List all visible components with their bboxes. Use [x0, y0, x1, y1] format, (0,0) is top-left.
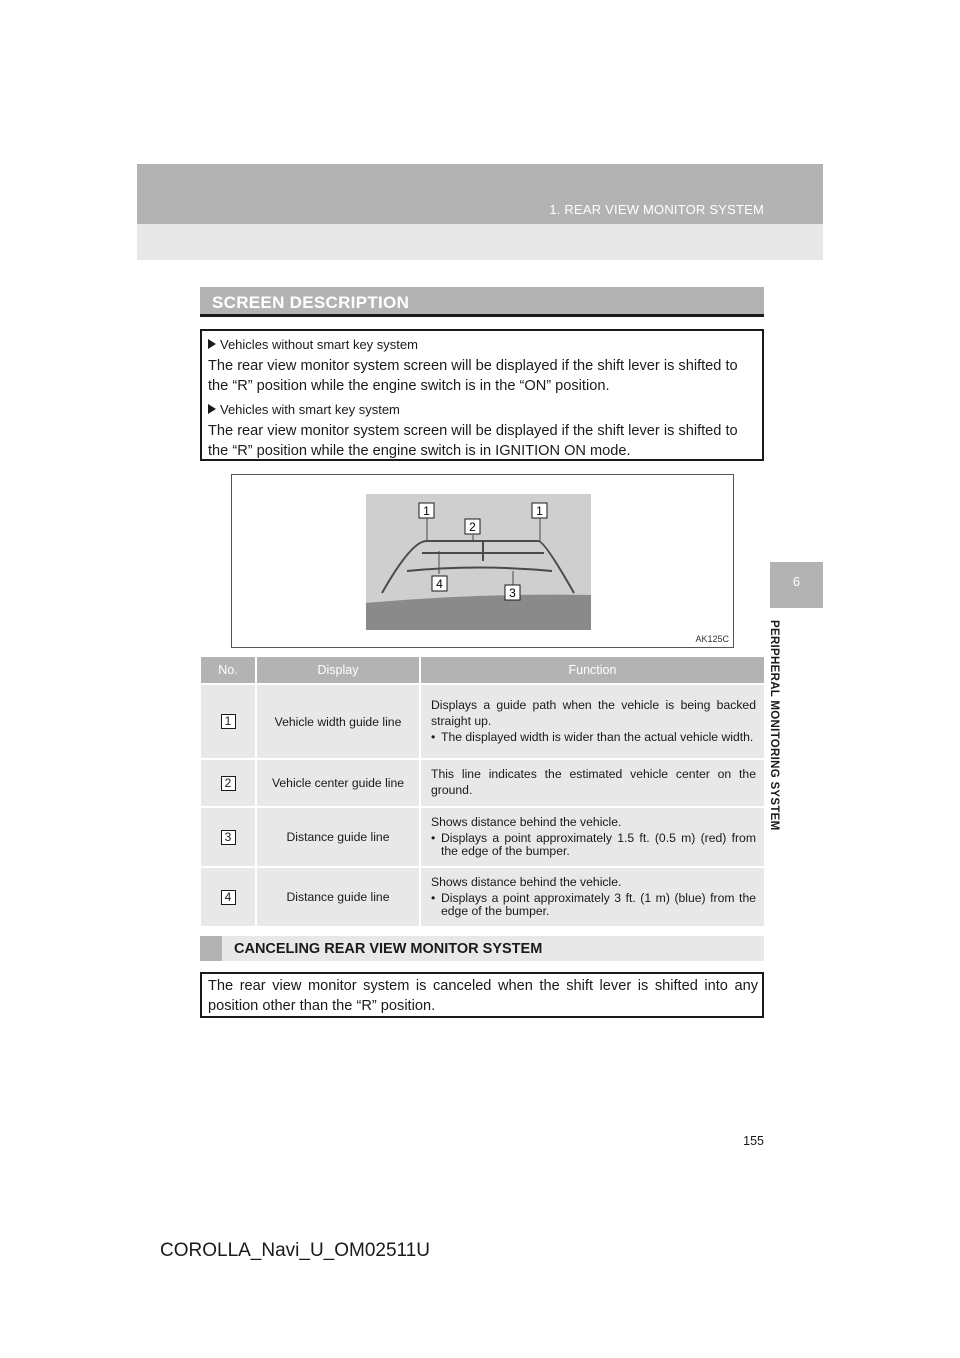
display-cell: Distance guide line	[256, 807, 420, 867]
table-row	[201, 807, 764, 867]
function-text: Shows distance behind the vehicle.	[431, 815, 622, 829]
callout-1-right	[532, 503, 547, 518]
function-text: This line indicates the estimated vehicle center on the ground.	[431, 767, 756, 797]
svg-text:1: 1	[536, 504, 543, 518]
function-text: Displays a guide path when the vehicle is being backed straight up.	[431, 698, 756, 728]
svg-text:3: 3	[509, 586, 516, 600]
function-bullet: • The displayed width is wider than the actual vehicle width.	[431, 731, 756, 744]
item-number-badge: 1	[221, 714, 236, 729]
subsection-heading-text: CANCELING REAR VIEW MONITOR SYSTEM	[234, 941, 543, 957]
screen-description-box	[200, 329, 764, 461]
table-row	[201, 759, 764, 807]
item-number-badge: 3	[221, 830, 236, 845]
canceling-text: The rear view monitor system is canceled when the shift lever is shifted into any position other than the “R” position.	[208, 978, 758, 1014]
display-cell: Vehicle center guide line	[256, 759, 420, 807]
svg-text:2: 2	[469, 520, 476, 534]
chapter-title: 1. REAR VIEW MONITOR SYSTEM	[549, 202, 764, 217]
table-header-row	[201, 657, 764, 684]
svg-text:4: 4	[436, 577, 443, 591]
triangle-bullet-icon	[208, 404, 216, 414]
subsection-heading	[200, 936, 764, 961]
function-cell	[420, 684, 764, 759]
chapter-tab	[770, 562, 823, 608]
row-number-cell	[201, 807, 256, 867]
function-bullet: • Displays a point approximately 3 ft. (1 m) (blue) from the edge of the bumper.	[431, 892, 756, 918]
document-code: COROLLA_Navi_U_OM02511U	[160, 1240, 430, 1261]
function-cell	[420, 867, 764, 926]
chapter-side-title-text: PERIPHERAL MONITORING SYSTEM	[768, 620, 780, 831]
subsection-marker	[200, 936, 222, 961]
display-cell: Vehicle width guide line	[256, 684, 420, 759]
column-header-display: Display	[256, 657, 420, 684]
row-number-cell	[201, 684, 256, 759]
callout-2	[465, 519, 480, 534]
condition-bullet: Vehicles with smart key system	[208, 402, 758, 417]
item-number-badge: 2	[221, 776, 236, 791]
row-number-cell	[201, 867, 256, 926]
table-row	[201, 867, 764, 926]
callout-1-left	[419, 503, 434, 518]
triangle-bullet-icon	[208, 339, 216, 349]
canceling-description-box	[200, 972, 764, 1018]
chapter-tab-number: 6	[792, 574, 801, 589]
section-heading	[200, 287, 764, 317]
page-number: 155	[743, 1134, 764, 1148]
display-cell: Distance guide line	[256, 867, 420, 926]
condition-text: The rear view monitor system screen will be displayed if the shift lever is shifted to the “R” position while the engine switch is in the “ON” position.	[208, 358, 738, 394]
function-text: Shows distance behind the vehicle.	[431, 875, 622, 889]
table-row	[201, 684, 764, 759]
item-number-badge: 4	[221, 890, 236, 905]
figure-code: AK125C	[695, 634, 729, 644]
function-table	[201, 657, 764, 926]
function-cell	[420, 759, 764, 807]
column-header-function: Function	[420, 657, 764, 684]
callout-3	[505, 585, 520, 600]
row-number-cell	[201, 759, 256, 807]
svg-text:1: 1	[423, 504, 430, 518]
column-header-no: No.	[201, 657, 256, 684]
monitor-screen-illustration	[232, 475, 735, 649]
function-cell	[420, 807, 764, 867]
chapter-side-title	[768, 620, 792, 840]
monitor-screen-figure	[231, 474, 734, 648]
callout-4	[432, 576, 447, 591]
function-bullet: • Displays a point approximately 1.5 ft. (0.5 m) (red) from the edge of the bumper.	[431, 832, 756, 858]
section-heading-text: SCREEN DESCRIPTION	[212, 293, 410, 312]
condition-bullet: Vehicles without smart key system	[208, 337, 758, 352]
condition-text: The rear view monitor system screen will be displayed if the shift lever is shifted to the “R” position while the engine switch is in IGNITION ON mode.	[208, 423, 738, 459]
